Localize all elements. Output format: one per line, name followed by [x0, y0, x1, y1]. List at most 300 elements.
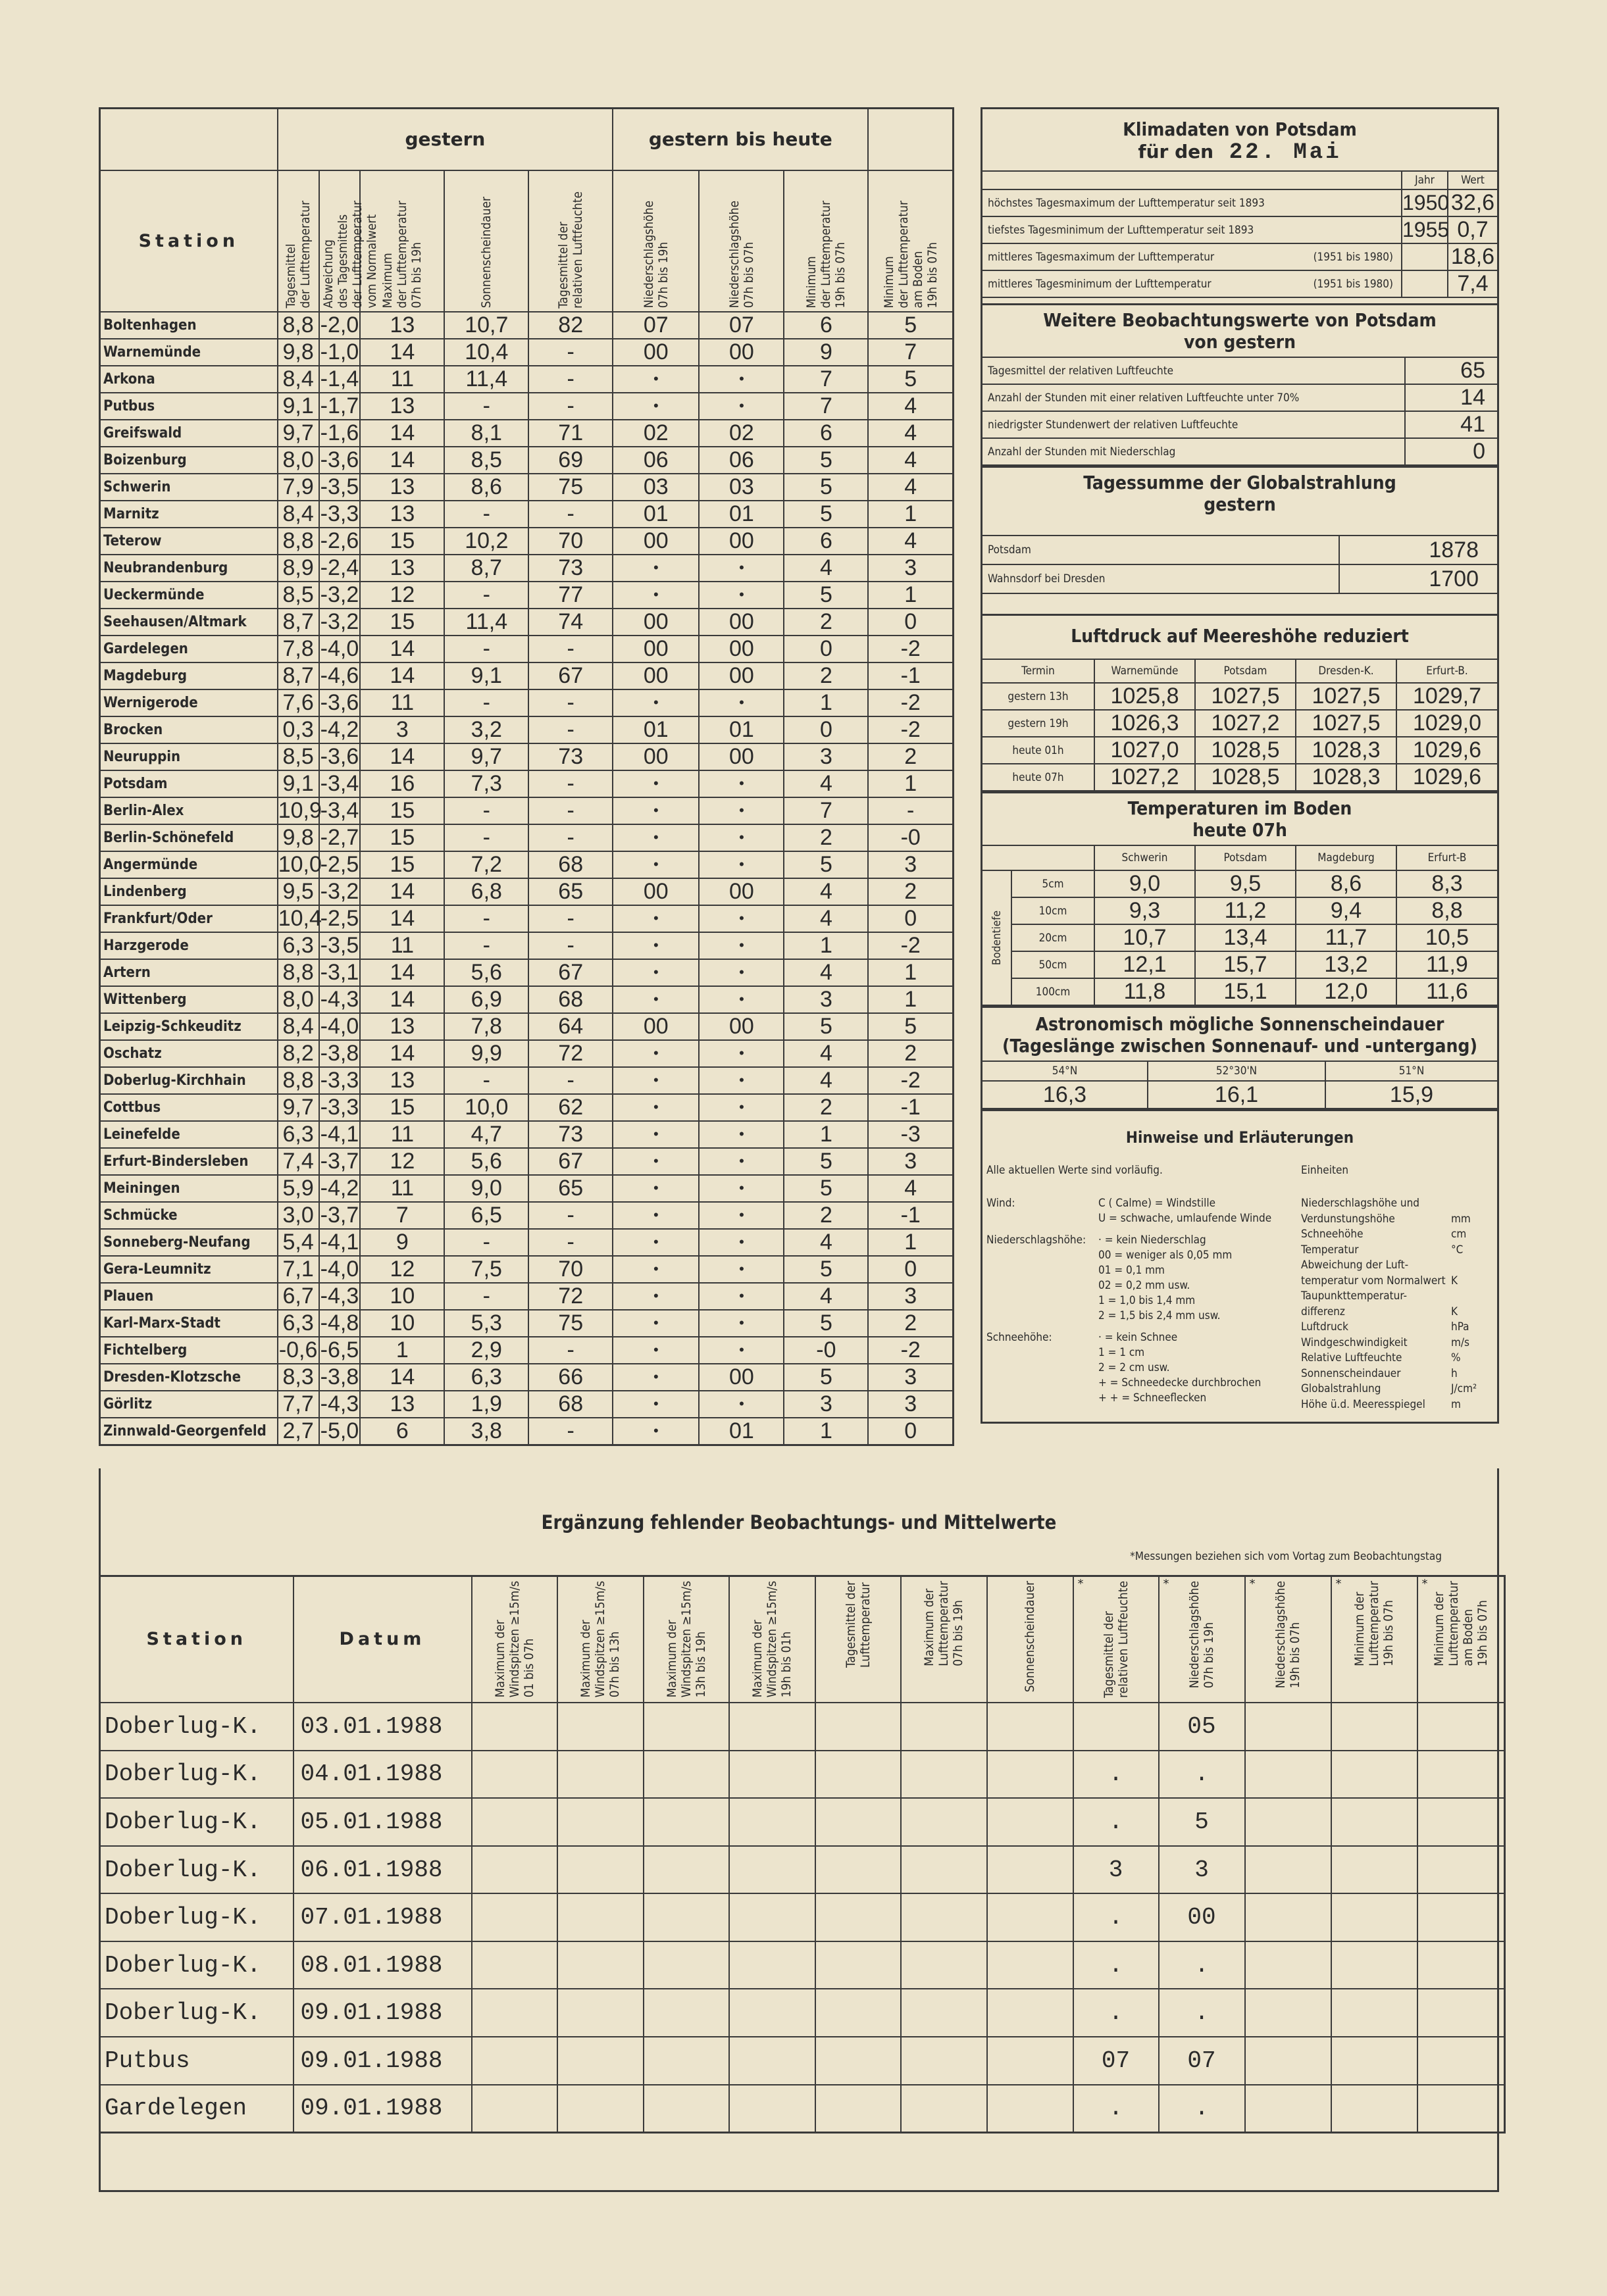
- legend-desc: 00 = weniger als 0,05 mm: [1098, 1249, 1233, 1262]
- station-name: Sonneberg-Neufang: [100, 1229, 278, 1256]
- unit-label: Relative Luftfeuchte: [1301, 1351, 1402, 1364]
- station-value: 4: [784, 1040, 868, 1067]
- station-value: -4,0: [319, 1256, 361, 1283]
- station-value: 2: [784, 1094, 868, 1121]
- station-name: Putbus: [100, 393, 278, 420]
- station-value: -: [444, 636, 528, 662]
- station-value: •: [699, 1310, 784, 1337]
- luftdruck-header: Warnemünde: [1094, 659, 1195, 683]
- klimadaten-title: Klimadaten von Potsdam: [1123, 118, 1357, 140]
- station-value: 7,1: [278, 1256, 319, 1283]
- station-name: Fichtelberg: [100, 1337, 278, 1364]
- station-value: -2: [868, 716, 953, 743]
- erg-value: [901, 1893, 987, 1941]
- unit-label: temperatur vom Normalwert: [1301, 1274, 1446, 1287]
- station-value: 75: [528, 474, 613, 501]
- erg-value: [472, 1751, 557, 1799]
- klima-row: [982, 270, 1497, 297]
- station-value: 6,3: [278, 932, 319, 959]
- station-value: 10: [360, 1283, 444, 1310]
- station-value: -4,1: [319, 1229, 361, 1256]
- hinweise-title: Hinweise und Erläuterungen: [1125, 1128, 1354, 1147]
- hinweise-intro: Alle aktuellen Werte sind vorläufig.: [986, 1164, 1163, 1177]
- station-name: Wittenberg: [100, 986, 278, 1013]
- station-value: 5: [784, 851, 868, 878]
- col-wert: Wert: [1448, 171, 1497, 189]
- station-row: [100, 743, 954, 770]
- erg-column-header: [815, 1576, 901, 1703]
- station-value: 5: [784, 1148, 868, 1175]
- station-row: [100, 555, 954, 582]
- erg-column-label: Minimum der Lufttemperatur 19h bis 07h: [1352, 1581, 1396, 1666]
- station-value: -: [444, 1067, 528, 1094]
- erg-station: Doberlug-K.: [100, 1989, 293, 2037]
- station-value: -4,0: [319, 1013, 361, 1040]
- star-marker: *: [1421, 1577, 1428, 1591]
- station-value: •: [699, 851, 784, 878]
- station-value: •: [699, 1283, 784, 1310]
- station-value: 15: [360, 609, 444, 636]
- erg-value: [729, 2085, 815, 2133]
- station-value: 75: [528, 1310, 613, 1337]
- weitere-section: [982, 305, 1497, 468]
- erg-value: [1417, 1798, 1505, 1846]
- station-value: •: [613, 582, 699, 609]
- boden-value: 15,1: [1195, 978, 1296, 1005]
- station-value: •: [613, 1310, 699, 1337]
- station-value: 5: [784, 1364, 868, 1391]
- erg-station: Doberlug-K.: [100, 1703, 293, 1751]
- station-value: 6,3: [444, 1364, 528, 1391]
- station-value: -: [528, 1202, 613, 1229]
- erg-value: [1331, 2037, 1417, 2085]
- station-name: Warnemünde: [100, 339, 278, 366]
- station-value: 9,7: [278, 420, 319, 447]
- erg-value: [987, 1751, 1073, 1799]
- unit-label: Windgeschwindigkeit: [1301, 1335, 1408, 1349]
- global-subtitle: gestern: [1204, 493, 1276, 515]
- station-name: Angermünde: [100, 851, 278, 878]
- station-value: •: [613, 1148, 699, 1175]
- column-header-label: Niederschlagshöhe 07h bis 19h: [641, 201, 671, 309]
- erg-value: [472, 1798, 557, 1846]
- erg-station: Doberlug-K.: [100, 1798, 293, 1846]
- station-value: 7: [784, 797, 868, 824]
- station-value: -2,5: [319, 905, 361, 932]
- erg-value: .: [1159, 1751, 1245, 1799]
- unit-symbol: °C: [1451, 1243, 1464, 1257]
- klima-jahr: 1950: [1402, 189, 1448, 216]
- station-value: 12: [360, 1256, 444, 1283]
- klima-period: (1951 bis 1980): [1313, 250, 1393, 264]
- boden-value: 11,9: [1396, 951, 1497, 978]
- right-panels: [981, 107, 1499, 1424]
- station-value: -3,3: [319, 501, 361, 528]
- station-row: [100, 1229, 954, 1256]
- erg-value: [987, 1989, 1073, 2037]
- station-value: -4,0: [319, 636, 361, 662]
- blank-header: [868, 109, 953, 170]
- station-value: 6: [784, 312, 868, 339]
- station-row: [100, 1337, 954, 1364]
- legend-line: [986, 1346, 1296, 1361]
- station-value: 4: [784, 878, 868, 905]
- station-value: -4,8: [319, 1310, 361, 1337]
- station-value: 9: [360, 1229, 444, 1256]
- station-value: •: [699, 555, 784, 582]
- erg-datum-header: Datum: [293, 1576, 472, 1703]
- weitere-row: [982, 357, 1497, 384]
- station-value: -2,7: [319, 824, 361, 851]
- erg-value: [472, 1703, 557, 1751]
- station-value: •: [613, 1283, 699, 1310]
- unit-line: [1301, 1320, 1492, 1336]
- legend-line: [986, 1234, 1296, 1249]
- station-value: 14: [360, 420, 444, 447]
- station-value: •: [699, 1391, 784, 1418]
- station-value: 00: [699, 878, 784, 905]
- station-value: 9,1: [444, 662, 528, 689]
- station-value: 3: [868, 555, 953, 582]
- station-value: 12: [360, 582, 444, 609]
- erg-value: [987, 1846, 1073, 1894]
- station-value: 13: [360, 312, 444, 339]
- station-value: 02: [613, 420, 699, 447]
- station-value: 4: [868, 1175, 953, 1202]
- station-name: Dresden-Klotzsche: [100, 1364, 278, 1391]
- station-value: -1: [868, 1094, 953, 1121]
- station-value: 6,7: [278, 1283, 319, 1310]
- erg-value: [987, 1703, 1073, 1751]
- station-value: 3: [868, 1148, 953, 1175]
- station-value: 1: [868, 501, 953, 528]
- station-value: -: [528, 393, 613, 420]
- sonne-header: 51°N: [1325, 1061, 1497, 1081]
- station-value: 4: [868, 528, 953, 555]
- col-jahr: Jahr: [1402, 171, 1448, 189]
- erg-datum: 09.01.1988: [293, 2085, 472, 2133]
- station-value: 13: [360, 1391, 444, 1418]
- station-value: 10,4: [444, 339, 528, 366]
- station-value: 06: [699, 447, 784, 474]
- station-value: 8,5: [278, 743, 319, 770]
- station-value: 3: [360, 716, 444, 743]
- station-value: 6,9: [444, 986, 528, 1013]
- erg-station: Doberlug-K.: [100, 1893, 293, 1941]
- boden-header: Schwerin: [1094, 845, 1195, 870]
- global-title: Tagessumme der Globalstrahlung: [1083, 472, 1396, 493]
- erg-value: [1417, 1989, 1505, 2037]
- station-value: 4: [784, 1067, 868, 1094]
- legend-desc: · = kein Niederschlag: [1098, 1234, 1206, 1247]
- station-name: Zinnwald-Georgenfeld: [100, 1418, 278, 1445]
- ergaenzung-title: Ergänzung fehlender Beobachtungs- und Mittelwerte: [541, 1511, 1057, 1534]
- einheiten-title: Einheiten: [1301, 1164, 1349, 1177]
- station-value: 15: [360, 1094, 444, 1121]
- station-value: -2: [868, 689, 953, 716]
- erg-value: [815, 1703, 901, 1751]
- erg-value: [644, 2085, 729, 2133]
- klima-row: [982, 216, 1497, 243]
- station-row: [100, 1256, 954, 1283]
- luftdruck-value: 1025,8: [1094, 683, 1195, 710]
- unit-line: [1301, 1212, 1492, 1228]
- station-name: Greifswald: [100, 420, 278, 447]
- station-row: [100, 986, 954, 1013]
- erg-value: [729, 1941, 815, 1989]
- station-value: 7,5: [444, 1256, 528, 1283]
- station-row: [100, 420, 954, 447]
- legend-desc: U = schwache, umlaufende Winde: [1098, 1212, 1272, 1225]
- erg-row: [100, 1798, 1505, 1846]
- erg-value: [557, 2037, 644, 2085]
- station-name: Neuruppin: [100, 743, 278, 770]
- station-value: 7,7: [278, 1391, 319, 1418]
- station-value: 69: [528, 447, 613, 474]
- erg-value: [1331, 1846, 1417, 1894]
- boden-value: 9,0: [1094, 870, 1195, 897]
- erg-value: 00: [1159, 1893, 1245, 1941]
- erg-value: .: [1159, 1989, 1245, 2037]
- station-value: •: [613, 1175, 699, 1202]
- station-value: 7,9: [278, 474, 319, 501]
- boden-header: Erfurt-B: [1396, 845, 1497, 870]
- erg-value: [644, 2037, 729, 2085]
- erg-value: 5: [1159, 1798, 1245, 1846]
- erg-value: [1417, 1893, 1505, 1941]
- station-value: 16: [360, 770, 444, 797]
- erg-datum: 05.01.1988: [293, 1798, 472, 1846]
- boden-value: 11,2: [1195, 897, 1296, 924]
- sonne-value: 16,3: [982, 1081, 1148, 1109]
- station-value: •: [613, 1418, 699, 1445]
- luftdruck-value: 1027,5: [1296, 710, 1396, 737]
- column-header-0: [278, 170, 319, 312]
- klima-label-cell: [982, 216, 1402, 243]
- sonne-title: Astronomisch mögliche Sonnenscheindauer: [1035, 1013, 1444, 1035]
- boden-subtitle: heute 07h: [1192, 819, 1287, 841]
- station-value: -: [528, 1067, 613, 1094]
- station-value: 5: [784, 1013, 868, 1040]
- erg-value: [815, 2037, 901, 2085]
- station-value: 9,7: [278, 1094, 319, 1121]
- station-row: [100, 662, 954, 689]
- station-value: 00: [613, 1013, 699, 1040]
- erg-value: [644, 1893, 729, 1941]
- station-value: 5: [868, 1013, 953, 1040]
- erg-value: [987, 2085, 1073, 2133]
- station-name: Oschatz: [100, 1040, 278, 1067]
- erg-value: .: [1073, 1893, 1159, 1941]
- erg-value: 07: [1159, 2037, 1245, 2085]
- luftdruck-termin: gestern 13h: [982, 683, 1094, 710]
- column-header-7: [784, 170, 868, 312]
- station-value: 66: [528, 1364, 613, 1391]
- unit-line: [1301, 1243, 1492, 1259]
- station-value: -4,3: [319, 986, 361, 1013]
- station-value: 9,7: [444, 743, 528, 770]
- station-value: -3,5: [319, 474, 361, 501]
- erg-value: [1073, 1703, 1159, 1751]
- legend-line: [986, 1249, 1296, 1264]
- station-value: -2: [868, 932, 953, 959]
- erg-column-header: [557, 1576, 644, 1703]
- legend-desc: + = Schneedecke durchbrochen: [1098, 1376, 1262, 1389]
- unit-symbol: hPa: [1451, 1320, 1469, 1334]
- erg-value: [987, 1798, 1073, 1846]
- station-value: •: [699, 824, 784, 851]
- erg-value: [1245, 1893, 1331, 1941]
- erg-value: [729, 1703, 815, 1751]
- erg-column-label: Niederschlagshöhe 07h bis 19h: [1187, 1581, 1216, 1689]
- station-value: 06: [613, 447, 699, 474]
- luftdruck-termin: heute 07h: [982, 764, 1094, 791]
- unit-line: [1301, 1351, 1492, 1367]
- unit-label: Niederschlagshöhe und: [1301, 1197, 1420, 1210]
- unit-label: Temperatur: [1301, 1243, 1359, 1257]
- station-value: •: [613, 797, 699, 824]
- station-name: Lindenberg: [100, 878, 278, 905]
- klima-label: mittleres Tagesmaximum der Lufttemperatur: [988, 250, 1215, 264]
- erg-column-label: Tagesmittel der relativen Luftfeuchte: [1101, 1581, 1131, 1698]
- klima-jahr: [1402, 270, 1448, 297]
- legend-desc: 2 = 1,5 bis 2,4 mm usw.: [1098, 1309, 1221, 1322]
- station-value: 7,8: [444, 1013, 528, 1040]
- station-value: 4: [868, 420, 953, 447]
- station-value: 14: [360, 959, 444, 986]
- station-value: 11,4: [444, 366, 528, 393]
- station-value: 3: [784, 986, 868, 1013]
- boden-header: Magdeburg: [1296, 845, 1396, 870]
- station-row: [100, 1175, 954, 1202]
- erg-value: [1331, 1941, 1417, 1989]
- station-row: [100, 959, 954, 986]
- erg-value: [1417, 1941, 1505, 1989]
- station-name: Teterow: [100, 528, 278, 555]
- station-value: 10,0: [444, 1094, 528, 1121]
- station-value: 9,1: [278, 393, 319, 420]
- klima-wert: 7,4: [1448, 270, 1497, 297]
- station-row: [100, 1310, 954, 1337]
- station-value: -: [528, 932, 613, 959]
- einheiten-list: [1301, 1197, 1492, 1413]
- station-value: 00: [613, 662, 699, 689]
- station-value: 1: [868, 986, 953, 1013]
- station-value: 5,6: [444, 959, 528, 986]
- station-value: •: [613, 1121, 699, 1148]
- station-value: 07: [613, 312, 699, 339]
- station-row: [100, 501, 954, 528]
- station-value: 11: [360, 1175, 444, 1202]
- station-value: 0: [868, 609, 953, 636]
- station-value: 01: [699, 501, 784, 528]
- station-value: -: [528, 716, 613, 743]
- station-value: 11: [360, 366, 444, 393]
- station-value: 7,4: [278, 1148, 319, 1175]
- station-value: 0,3: [278, 716, 319, 743]
- group-gestern: gestern: [278, 109, 613, 170]
- station-value: 3: [868, 851, 953, 878]
- station-value: 14: [360, 447, 444, 474]
- luftdruck-row: [982, 764, 1497, 791]
- station-value: -: [444, 1283, 528, 1310]
- station-value: -: [444, 689, 528, 716]
- erg-value: [815, 1751, 901, 1799]
- station-value: 2,9: [444, 1337, 528, 1364]
- station-value: 0: [784, 716, 868, 743]
- station-value: -3,6: [319, 743, 361, 770]
- station-value: 14: [360, 339, 444, 366]
- station-value: 65: [528, 1175, 613, 1202]
- boden-depth: 50cm: [1011, 951, 1094, 978]
- station-value: •: [613, 1067, 699, 1094]
- luftdruck-value: 1026,3: [1094, 710, 1195, 737]
- column-header-label: Niederschlagshöhe 07h bis 07h: [727, 201, 756, 309]
- unit-symbol: %: [1451, 1351, 1461, 1364]
- station-row: [100, 1202, 954, 1229]
- station-row: [100, 474, 954, 501]
- station-value: -3,3: [319, 1067, 361, 1094]
- unit-line: [1301, 1289, 1492, 1305]
- station-value: 4: [784, 555, 868, 582]
- erg-value: 3: [1073, 1846, 1159, 1894]
- station-value: 1: [784, 1121, 868, 1148]
- boden-depth: 5cm: [1011, 870, 1094, 897]
- sonne-header: 54°N: [982, 1061, 1148, 1081]
- station-value: -2,6: [319, 528, 361, 555]
- station-row: [100, 1013, 954, 1040]
- station-value: -1: [868, 1202, 953, 1229]
- station-value: -: [528, 1229, 613, 1256]
- station-name: Potsdam: [100, 770, 278, 797]
- klima-period: (1951 bis 1980): [1313, 277, 1393, 291]
- erg-column-header: [472, 1576, 557, 1703]
- station-value: •: [699, 1148, 784, 1175]
- weitere-label: niedrigster Stundenwert der relativen Luftfeuchte: [982, 411, 1405, 438]
- station-value: 4: [784, 905, 868, 932]
- luftdruck-row: [982, 737, 1497, 764]
- erg-value: [644, 1703, 729, 1751]
- station-value: 9,5: [278, 878, 319, 905]
- station-value: 6,3: [278, 1121, 319, 1148]
- station-value: 01: [699, 716, 784, 743]
- erg-column-header: [644, 1576, 729, 1703]
- erg-row: [100, 1846, 1505, 1894]
- erg-column-header: [1417, 1576, 1505, 1703]
- station-value: 0: [868, 905, 953, 932]
- station-value: 0: [868, 1418, 953, 1445]
- station-value: 6: [784, 528, 868, 555]
- station-value: •: [699, 393, 784, 420]
- station-value: -1,7: [319, 393, 361, 420]
- station-value: 6,8: [444, 878, 528, 905]
- station-value: -1,4: [319, 366, 361, 393]
- station-value: 00: [613, 636, 699, 662]
- station-value: 77: [528, 582, 613, 609]
- station-value: -3,6: [319, 447, 361, 474]
- star-marker: *: [1249, 1577, 1256, 1591]
- erg-value: [644, 1798, 729, 1846]
- station-name: Schwerin: [100, 474, 278, 501]
- station-value: 00: [699, 1364, 784, 1391]
- erg-value: [1331, 1798, 1417, 1846]
- station-value: 6: [360, 1418, 444, 1445]
- erg-datum: 04.01.1988: [293, 1751, 472, 1799]
- erg-column-label: Tagesmittel der Lufttemperatur: [843, 1581, 873, 1668]
- unit-line: [1301, 1336, 1492, 1352]
- erg-value: [1245, 1846, 1331, 1894]
- erg-column-header: [987, 1576, 1073, 1703]
